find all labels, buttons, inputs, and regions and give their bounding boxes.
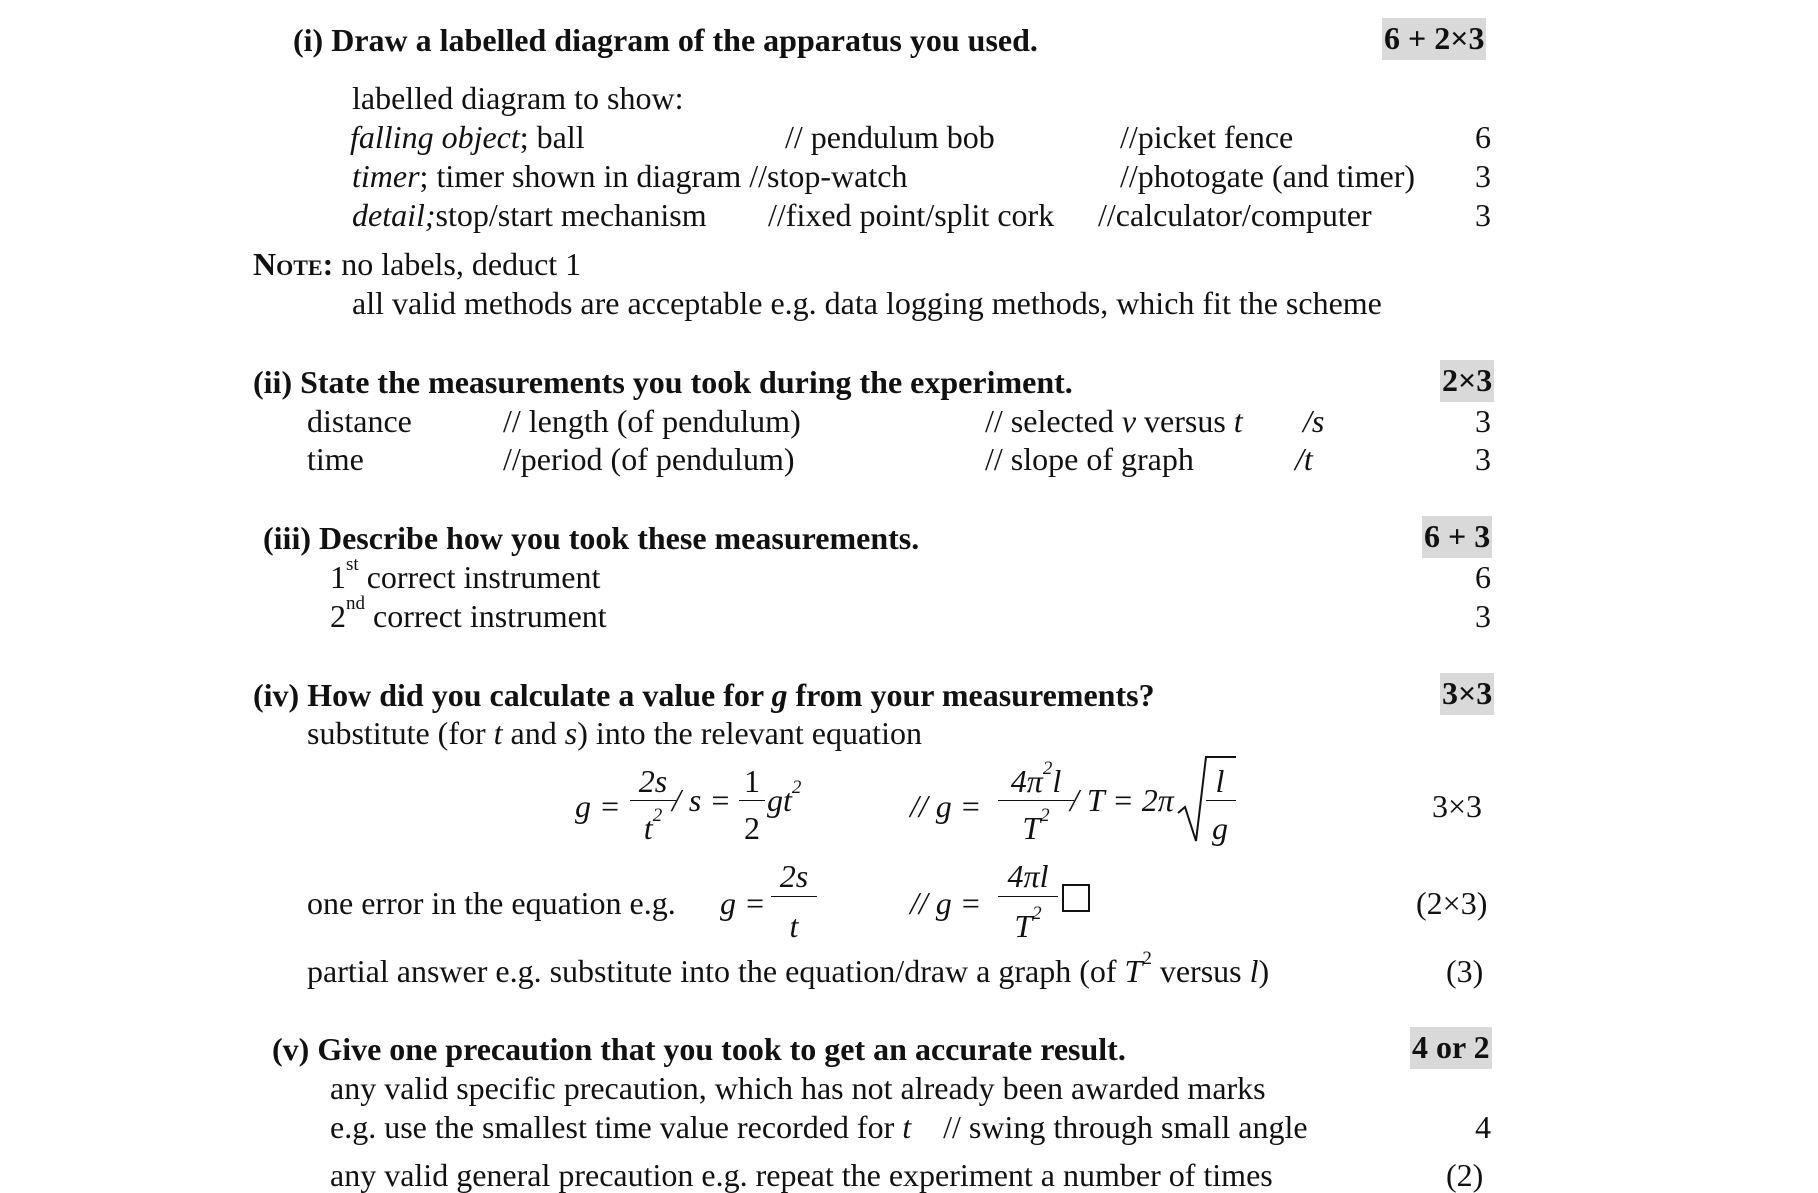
q2-row-1-d: /s — [1303, 403, 1325, 439]
q4-partial-mark: (3) — [1446, 953, 1484, 989]
q1-intro: labelled diagram to show: — [352, 80, 684, 116]
question-2-marks: 2×3 — [1440, 364, 1494, 396]
q1-note-line-2: all valid methods are acceptable e.g. data logging methods, which fit the scheme — [352, 285, 1382, 321]
q1-row-3-option-1: //fixed point/split cork — [768, 197, 1055, 233]
q3-row-1: 1st correct instrument — [330, 554, 601, 595]
q1-row-1-mark: 6 — [1475, 119, 1491, 155]
q3-row-2: 2nd correct instrument — [330, 593, 607, 634]
q1-row-2-option-2: //photogate (and timer) — [1120, 158, 1416, 194]
empty-square-icon — [1062, 884, 1090, 912]
question-5-heading: (v) Give one precaution that you took to get an accurate result. — [272, 1031, 1126, 1067]
question-2-heading: (ii) State the measurements you took during the experiment. — [253, 364, 1073, 400]
question-4-marks: 3×3 — [1440, 677, 1494, 709]
q2-row-2-a: time — [307, 441, 364, 477]
q3-row-1-mark: 6 — [1475, 559, 1491, 595]
q1-row-3-option-2: //calculator/computer — [1098, 197, 1372, 233]
question-1-marks: 6 + 2×3 — [1382, 22, 1486, 54]
q2-row-2-mark: 3 — [1475, 441, 1491, 477]
q5-line-3: any valid general precaution e.g. repeat the experiment a number of times — [330, 1157, 1273, 1193]
q1-row-2-label: timer; timer shown in diagram //stop-watch — [352, 158, 908, 194]
question-1-heading: (i) Draw a labelled diagram of the apparatus you used. — [293, 22, 1038, 58]
q4-partial-line: partial answer e.g. substitute into the equation/draw a graph (of $T^2$ versus l) — [307, 948, 1270, 989]
q2-row-2-d: /t — [1295, 441, 1313, 477]
q5-line-2: e.g. use the smallest time value recorded for t // swing through small angle — [330, 1109, 1308, 1145]
q1-row-1-option-1: // pendulum bob — [785, 119, 995, 155]
q5-line-2-mark: 4 — [1475, 1109, 1491, 1145]
q2-row-2-c: // slope of graph — [985, 441, 1194, 477]
q2-row-1-b: // length (of pendulum) — [503, 403, 801, 439]
q2-row-1-c: // selected v versus t — [985, 403, 1243, 439]
q1-row-2-mark: 3 — [1475, 158, 1491, 194]
question-5-marks: 4 or 2 — [1410, 1031, 1492, 1063]
q4-equation-mark: 3×3 — [1432, 788, 1483, 824]
question-4-heading: (iv) How did you calculate a value for g from your measurements? — [253, 677, 1155, 713]
q1-row-1-option-2: //picket fence — [1120, 119, 1294, 155]
q4-substitute-line: substitute (for t and s) into the relevant equation — [307, 715, 922, 751]
q2-row-2-b: //period (of pendulum) — [503, 441, 795, 477]
q3-row-2-mark: 3 — [1475, 598, 1491, 634]
q1-row-1-label: falling object; ball — [350, 119, 585, 155]
q4-one-error-text: one error in the equation e.g. — [307, 885, 676, 921]
q2-row-1-a: distance — [307, 403, 412, 439]
q1-note: Note: no labels, deduct 1 — [253, 246, 582, 282]
q4-error-mark: (2×3) — [1416, 885, 1488, 921]
question-3-marks: 6 + 3 — [1422, 520, 1492, 552]
question-3-heading: (iii) Describe how you took these measurements. — [263, 520, 920, 556]
q2-row-1-mark: 3 — [1475, 403, 1491, 439]
q5-line-3-mark: (2) — [1446, 1157, 1484, 1193]
q5-line-1: any valid specific precaution, which has not already been awarded marks — [330, 1070, 1266, 1106]
q1-row-3-mark: 3 — [1475, 197, 1491, 233]
q1-row-3-label: detail;stop/start mechanism — [352, 197, 707, 233]
